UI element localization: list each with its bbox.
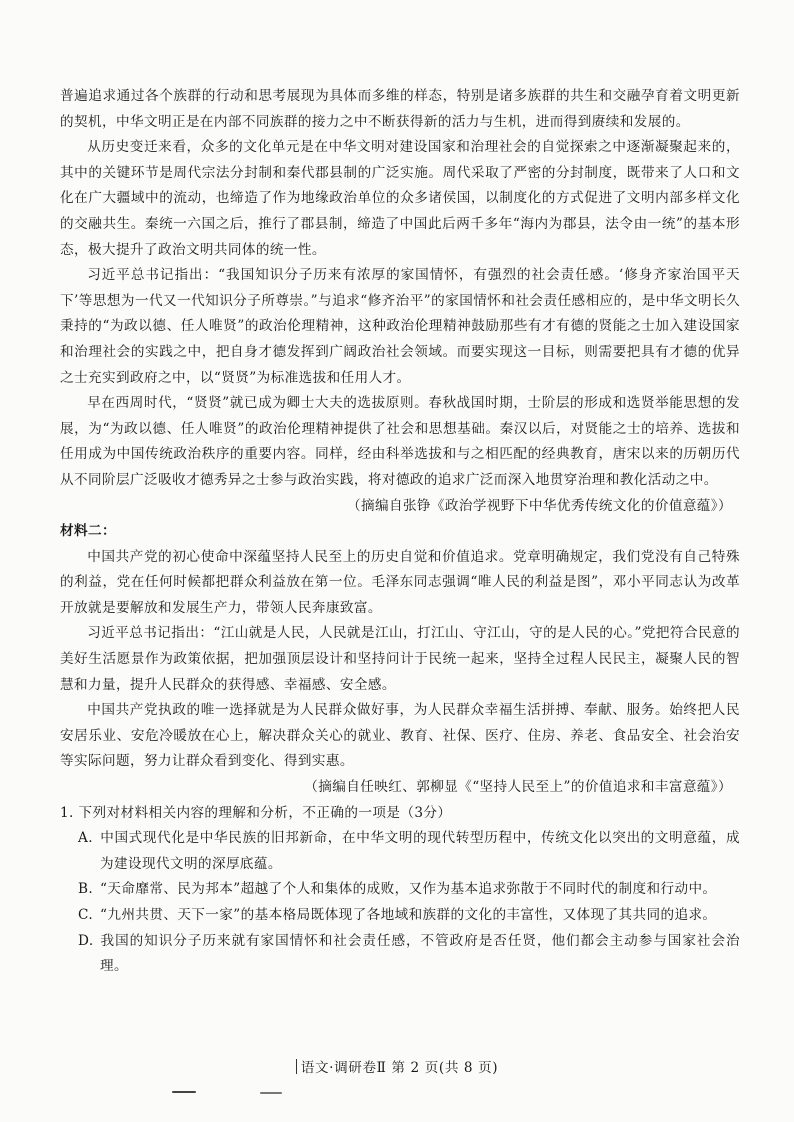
option-text: “天命靡常、民为邦本”超越了个人和集体的成败，又作为基本追求弥散于不同时代的制度和行动中。 (100, 881, 717, 898)
page-content (60, 84, 740, 980)
paragraph-xi-quote-people: 习近平总书记指出：“江山就是人民，人民就是江山，打江山、守江山，守的是人民的心。”党把符合民意的美好生活愿景作为政策依据，把加强顶层设计和坚持问计于民统一起来，坚持全过程人民民主，凝聚人民的智慧和力量，提升人民群众的获得感、幸福感、安全感。 (60, 625, 740, 693)
material-2-heading: 材料二： (60, 523, 116, 540)
paragraph-xi-quote-intellectuals: 习近平总书记指出：“我国知识分子历来有浓厚的家国情怀，有强烈的社会责任感。‘修身齐家治国平天下’等思想为一代又一代知识分子所尊崇。”与追求“修齐治平”的家国情怀和社会责任感相应的，是中华文明长久秉持的“为政以德、任人唯贤”的政治伦理精神，这种政治伦理精神鼓励那些有才有德的贤能之士加入建设国家和治理社会的实践之中，把自身才德发挥到广阔政治社会领域。而要实现这一目标，则需要把具有才德的优异之士充实到政府之中，以“贤贤”为标准选拔和任用人才。 (60, 267, 740, 386)
paragraph-party-mission: 中国共产党的初心使命中深蕴坚持人民至上的历史自觉和价值追求。党章明确规定，我们党没有自己特殊的利益，党在任何时候都把群众利益放在第一位。毛泽东同志强调“唯人民的利益是图”，邓小平同志认为改革开放就是要解放和发展生产力，带领人民奔康致富。 (60, 548, 740, 616)
option-b (60, 877, 740, 903)
option-letter: C. (78, 907, 94, 923)
paragraph-western-zhou: 早在西周时代，“贤贤”就已成为卿士大夫的选拔原则。春秋战国时期，士阶层的形成和选贤举能思想的发展，为“为政以德、任人唯贤”的政治伦理精神提供了社会和思想基础。秦汉以后，对贤能之士的培养、选拔和任用成为中国传统政治秩序的重要内容。同样，经由科举选拔和与之相匹配的经典教育，唐宋以来的历朝历代从不同阶层广泛吸收才德秀异之士参与政治实践，将对德政的追求广泛而深入地贯穿治理和教化活动之中。 (60, 395, 740, 488)
scan-mark (172, 1091, 196, 1093)
option-a (60, 826, 740, 877)
option-text: 我国的知识分子历来就有家国情怀和社会责任感，不管政府是否任贤，他们都会主动参与国家社会治理。 (100, 932, 740, 975)
footer-text: 语文·调研卷Ⅱ 第 2 页(共 8 页) (300, 1060, 499, 1076)
option-letter: D. (78, 932, 94, 949)
option-d (60, 929, 740, 980)
option-c (60, 903, 740, 929)
scan-mark (260, 1092, 282, 1094)
source-citation-1: （摘编自张铮《政治学视野下中华优秀传统文化的价值意蕴》） (346, 497, 732, 514)
option-letter: A. (78, 830, 93, 847)
paragraph-party-governance: 中国共产党执政的唯一选择就是为人民群众做好事，为人民群众幸福生活拼搏、奉献、服务。始终把人民安居乐业、安危冷暖放在心上，解决群众关心的就业、教育、社保、医疗、住房、养老、食品安全、社会治安等实际问题，努力让群众看到变化、得到实惠。 (60, 702, 740, 770)
page-footer (0, 1056, 794, 1076)
option-letter: B. (78, 881, 94, 898)
question-1-stem: 1. 下列对材料相关内容的理解和分析，不正确的一项是（3分） (60, 804, 452, 821)
paragraph-continued: 普遍追求通过各个族群的行动和思考展现为具体而多维的样态，特别是诸多族群的共生和交融孕育着文明更新的契机，中华文明正是在内部不同族群的接力之中不断获得新的活力与生机，进而得到赓续和发展的。 (60, 88, 740, 130)
source-citation-2: （摘编自任映红、郭柳显《“坚持人民至上”的价值追求和丰富意蕴》） (304, 779, 732, 796)
option-text: “九州共贯、天下一家”的基本格局既体现了各地域和族群的文化的丰富性，又体现了其共同的追求。 (100, 907, 717, 923)
paragraph-history: 从历史变迁来看，众多的文化单元是在中华文明对建设国家和治理社会的自觉探索之中逐渐凝聚起来的，其中的关键环节是周代宗法分封制和秦代郡县制的广泛实施。周代采取了严密的分封制度，既带来了人口和文化在广大疆域中的流动，也缔造了作为地缘政治单位的众多诸侯国，以制度化的方式促进了文明内部多样文化的交融共生。秦统一六国之后，推行了郡县制，缔造了中国此后两千多年“海内为郡县，法令由一统”的基本形态，极大提升了政治文明共同体的统一性。 (60, 139, 740, 258)
option-text: 中国式现代化是中华民族的旧邦新命，在中华文明的现代转型历程中，传统文化以突出的文明意蕴，成为建设现代文明的深厚底蕴。 (100, 830, 740, 872)
footer-separator (296, 1059, 297, 1074)
